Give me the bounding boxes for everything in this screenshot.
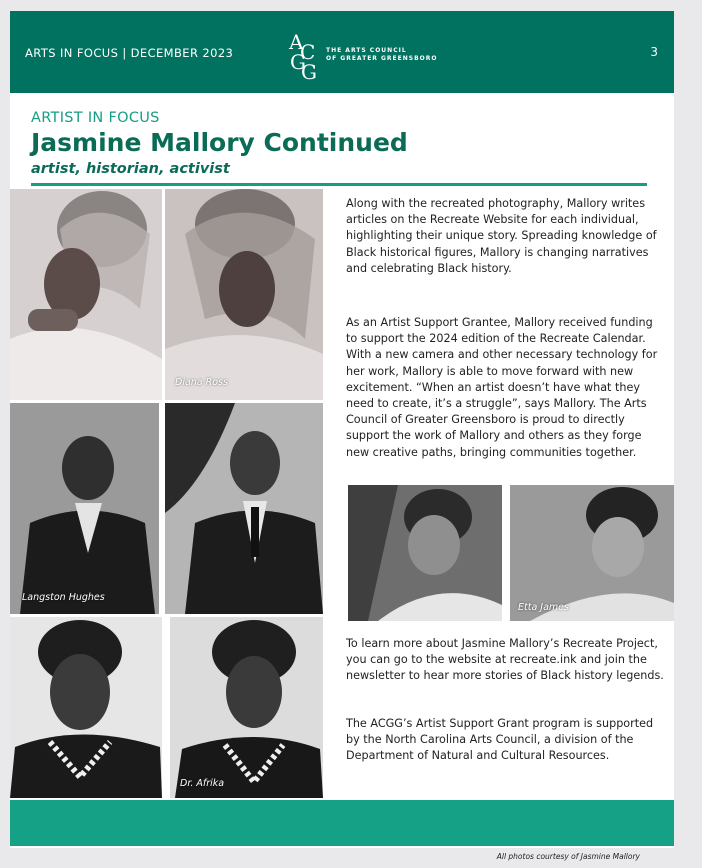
article-paragraph: The ACGG’s Artist Support Grant program is supported by the North Carolina Arts Council, a division of the Department of Natural and Cultural Resources. (346, 717, 654, 763)
logo-line-2: OF GREATER GREENSBORO (326, 55, 438, 62)
logo-wordmark (326, 47, 438, 63)
article-paragraph: To learn more about Jasmine Mallory’s Recreate Project, you can go to the website at recreate.ink and join the newsletter to hear more stories of Black history legends. (346, 637, 664, 683)
photo-langston-original (10, 403, 159, 614)
article-title: Jasmine Mallory Continued (31, 128, 408, 157)
page-number: 3 (650, 45, 658, 59)
page-header (10, 11, 674, 93)
photo-diana-recreation (165, 189, 323, 400)
svg-text:C: C (300, 40, 316, 64)
acgg-monogram-icon (286, 29, 326, 81)
section-kicker: ARTIST IN FOCUS (31, 110, 160, 126)
footer-band (10, 800, 674, 846)
photo-langston-recreation (165, 403, 323, 614)
acgg-logo (286, 29, 456, 81)
caption-etta-james: Etta James (518, 602, 569, 613)
svg-text:G: G (301, 60, 317, 81)
photo-credit: All photos courtesy of Jasmine Mallory (496, 852, 640, 861)
article-subtitle: artist, historian, activist (31, 161, 230, 177)
svg-text:G: G (290, 50, 306, 74)
caption-langston-hughes: Langston Hughes (22, 592, 105, 603)
photo-etta-original (348, 485, 502, 621)
photo-diana-original (10, 189, 162, 400)
logo-line-1: THE ARTS COUNCIL (326, 47, 407, 54)
issue-label: ARTS IN FOCUS | DECEMBER 2023 (25, 46, 234, 60)
article-paragraph: Along with the recreated photography, Mallory writes articles on the Recreate Website for each individual, highlighting their unique story. Spreading knowledge of Black historical figures, Mallory is changing narratives and celebrating Black history. (346, 197, 657, 275)
caption-diana-ross: Diana Ross (175, 377, 228, 388)
photo-afrika-original (10, 617, 162, 798)
caption-dr-afrika: Dr. Afrika (180, 778, 225, 789)
svg-text:A: A (289, 30, 304, 54)
article-paragraph: As an Artist Support Grantee, Mallory received funding to support the 2024 edition of the Recreate Calendar. With a new camera and other necessary technology for her work, Mallory is able to move forward with new excitement. “When an artist doesn’t have what they need to create, it’s a struggle”, says Mallory. The Arts Council of Greater Greensboro is proud to directly support the work of Mallory and others as they forge new creative paths, bringing communities together. (346, 316, 658, 459)
photo-afrika-recreation (170, 617, 323, 798)
title-divider (31, 183, 647, 186)
photo-etta-recreation (510, 485, 674, 621)
newsletter-page (10, 11, 674, 848)
